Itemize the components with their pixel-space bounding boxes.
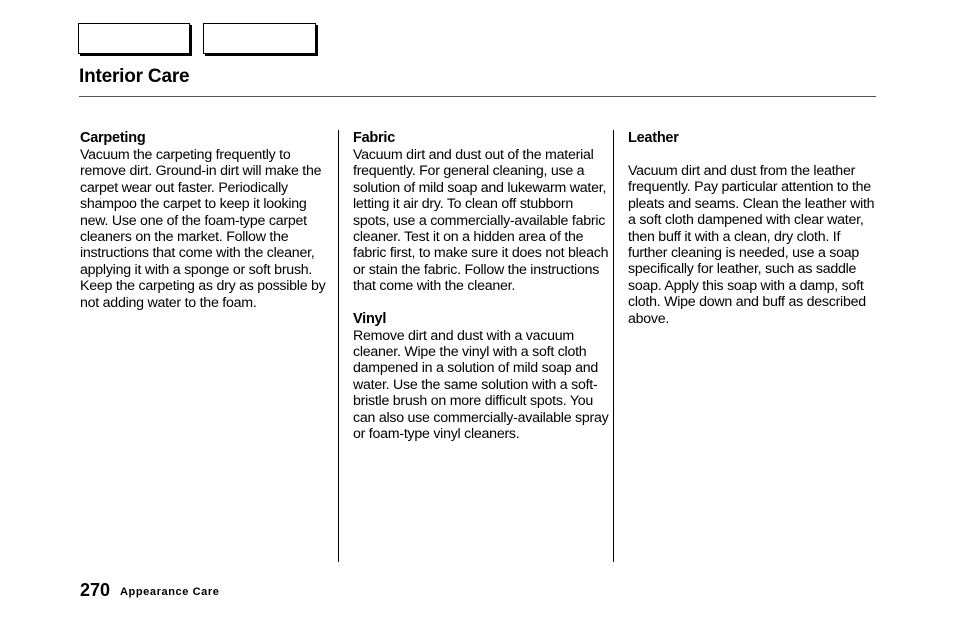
heading-carpeting: Carpeting: [80, 130, 146, 146]
text-carpeting: Vacuum the carpeting frequently to remove dirt. Ground-in dirt will make the carpet wear out faster. Periodically shampoo the carpet to keep it looking new. Use one of the foam-type carpet cleaners on the market. Follow the instructions that come with the cleaner, applying it with a sponge or soft brush. Keep the carpeting as dry as possible by not adding water to the foam.: [80, 147, 326, 311]
column-fabric-vinyl: [353, 130, 611, 443]
column-divider-2: [613, 130, 614, 562]
nav-tab-box-2[interactable]: [203, 23, 316, 54]
column-leather: [628, 130, 878, 327]
text-vinyl: Remove dirt and dust with a vacuum cleaner. Wipe the vinyl with a soft cloth dampened in a solution of mild soap and water. Use the same solution with a soft-bristle brush on more difficult spots. You can also use commercially-available spray or foam-type vinyl cleaners.: [353, 327, 609, 443]
page-number: 270: [80, 580, 111, 600]
heading-fabric: Fabric: [353, 130, 396, 146]
text-leather: Vacuum dirt and dust from the leather frequently. Pay particular attention to the pleats and seams. Clean the leather with a soft cloth dampened with clear water, then buff it with a clean, dry cloth. If further cleaning is needed, use a soap specifically for leather, such as saddle soap. Apply this soap with a damp, soft cloth. Wipe down and buff as described above.: [628, 163, 875, 327]
nav-tab-box-1[interactable]: [78, 23, 190, 54]
page-title: Interior Care: [79, 66, 190, 87]
title-rule: [79, 96, 876, 97]
text-fabric: Vacuum dirt and dust out of the material frequently. For general cleaning, use a solution of mild soap and lukewarm water, letting it air dry. To clean off stubborn spots, use a commercially-available fabric cleaner. Test it on a hidden area of the fabric first, to make sure it does not bleach or stain the fabric. Follow the instructions that come with the cleaner.: [353, 147, 609, 295]
column-carpeting: [80, 130, 335, 311]
heading-vinyl: Vinyl: [353, 310, 387, 327]
section-name: Appearance Care: [120, 586, 220, 598]
column-divider-1: [338, 130, 339, 562]
heading-leather: Leather: [628, 130, 679, 146]
